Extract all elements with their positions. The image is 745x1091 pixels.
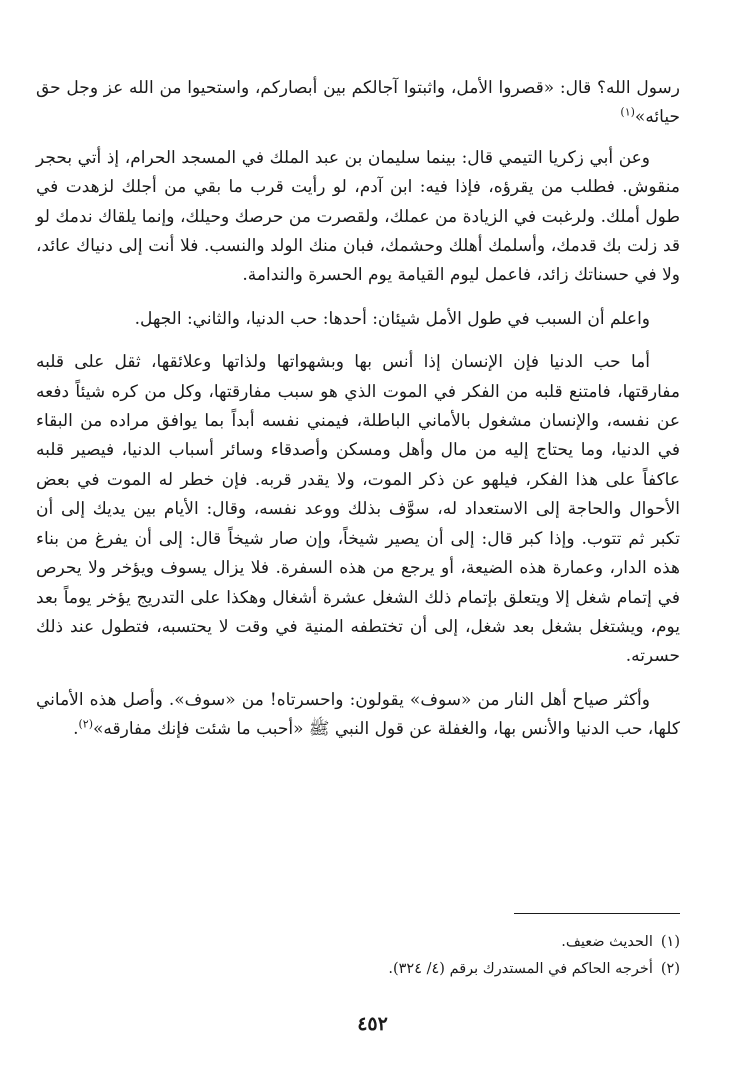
footnote-2-number: (٢): [660, 961, 680, 977]
footnote-1: [150, 929, 680, 956]
paragraph-2-text: وعن أبي زكريا التيمي قال: بينما سليمان بن عبد الملك في المسجد الحرام، إذ أتي بحجر منقوش. فطلب من يقرؤه، فإذا فيه: ابن آدم، لو رأيت قرب ما بقي من أجلك لزهدت في طول أملك. ولرغبت في الزيادة من عملك، ولقصرت من حرصك وحيلك، وإنما يلقاك ندمك لو قد زلت بك قدمك، وأسلمك أهلك وحشمك، فبان منك الولد والنسب. فلا أنت إلى دنياك عائد، ولا في حسناتك زائد، فاعمل ليوم القيامة يوم الحسرة والندامة.: [36, 147, 680, 286]
footnote-2: [150, 956, 680, 983]
footnote-1-number: (١): [660, 934, 680, 950]
paragraph-3: [36, 305, 680, 334]
paragraph-5: [36, 686, 680, 745]
paragraph-5-text: وأكثر صياح أهل النار من «سوف» يقولون: واحسرتاه! من «سوف». وأصل هذه الأماني كلها، حب الدنيا والأنس بها، والغفلة عن قول النبي ﷺ «أحبب ما شئت فإنك مفارقه»: [36, 689, 680, 740]
paragraph-4-text: أما حب الدنيا فإن الإنسان إذا أنس بها وبشهواتها ولذاتها وعلائقها، ثقل على قلبه مفارقتها، فامتنع قلبه من الفكر في الموت الذي هو سبب مفارقتها، وكل من كره شيئاً دفعه عن نفسه، والإنسان مشغول بالأماني الباطلة، فيمني نفسه أبداً بما يوافق مراده من البقاء في الدنيا، وما يحتاج إليه من مال وأهل ومسكن وأصدقاء وسائر أسباب الدنيا، فيصير قلبه عاكفاً على هذا الفكر، فيلهو عن ذكر الموت، ولا يقدر قربه. فإن خطر له الموت في بعض الأحوال والحاجة إلى الاستعداد له، سوَّف بذلك ووعد نفسه، وقال: الأيام بين يديك إلى أن تكبر ثم تتوب. وإذا كبر قال: إلى أن يصير شيخاً، وإن صار شيخاً قال: إلى أن يفرغ من بناء هذه الدار، وعمارة هذه الضيعة، أو يرجع من هذه السفرة. فلا يزال يسوف ويؤخر ولا يحرص في إتمام شغل إلا ويتعلق بإتمام ذلك الشغل عشرة أشغال وهكذا على التدريج يؤخر يوماً بعد يوم، ويشتغل بشغل بعد شغل، إلى أن تختطفه المنية في وقت لا يحتسبه، فتطول عند ذلك حسرته.: [36, 352, 681, 667]
page-number: ٤٥٢: [357, 1013, 388, 1035]
paragraph-1-text: رسول الله؟ قال: «قصروا الأمل، واثبتوا آجالكم بين أبصاركم، واستحيوا من الله عز وجل حق حيائه»: [36, 78, 680, 128]
footnote-ref-1[interactable]: (١): [620, 105, 635, 119]
paragraph-5-tail: .: [73, 719, 79, 740]
paragraph-2: [36, 144, 680, 291]
footnote-divider: [514, 913, 680, 914]
footnote-2-text: أخرجه الحاكم في المستدرك برقم (٤/ ٣٢٤).: [388, 961, 653, 977]
footnote-1-text: الحديث ضعيف.: [561, 934, 653, 950]
paragraph-1: [36, 74, 680, 133]
paragraph-3-text: واعلم أن السبب في طول الأمل شيئان: أحدها: حب الدنيا، والثاني: الجهل.: [134, 308, 650, 329]
footnotes: [150, 929, 680, 983]
footnote-ref-2[interactable]: (٢): [78, 717, 93, 731]
paragraph-4: [36, 348, 680, 671]
page-body: [36, 74, 680, 759]
